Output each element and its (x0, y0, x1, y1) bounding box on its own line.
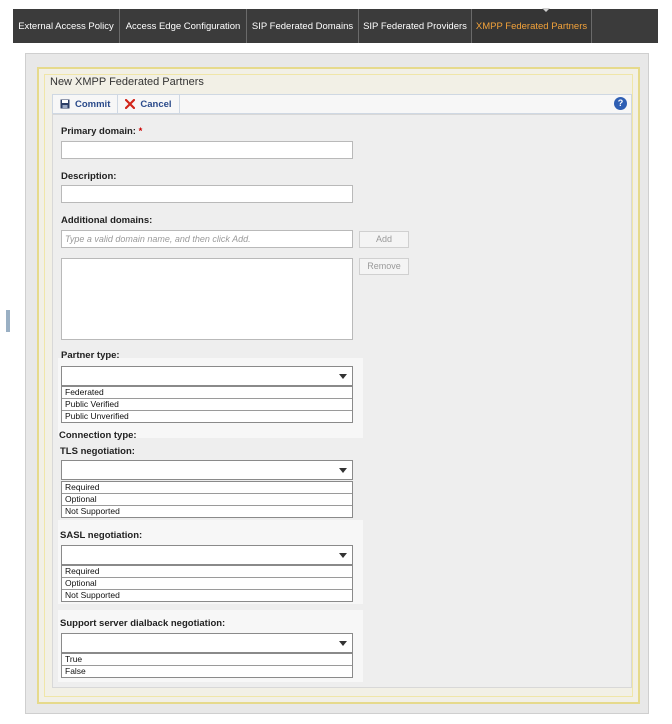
option-required[interactable]: Required (62, 566, 352, 578)
add-button[interactable]: Add (359, 231, 409, 248)
option-optional[interactable]: Optional (62, 578, 352, 590)
cancel-button[interactable] (118, 95, 179, 113)
save-icon (60, 99, 70, 109)
description-label: Description: (61, 171, 117, 182)
commit-button[interactable] (53, 95, 118, 113)
chevron-down-icon (339, 641, 347, 646)
dialback-negotiation-options (61, 653, 353, 678)
panel-title: New XMPP Federated Partners (50, 76, 204, 88)
commit-label: Commit (75, 98, 111, 110)
tab-sip-federated-providers[interactable]: SIP Federated Providers (359, 9, 472, 43)
dialback-negotiation-label: Support server dialback negotiation: (60, 618, 226, 629)
sasl-negotiation-options (61, 565, 353, 602)
partner-type-select[interactable] (61, 366, 353, 386)
sasl-negotiation-label: SASL negotiation: (60, 530, 143, 541)
tab-bar (13, 9, 658, 43)
chevron-down-icon (339, 553, 347, 558)
tab-xmpp-federated-partners[interactable]: XMPP Federated Partners (472, 9, 592, 43)
primary-domain-label: Primary domain: * (61, 126, 143, 137)
dialback-negotiation-select[interactable] (61, 633, 353, 653)
option-not-supported[interactable]: Not Supported (65, 506, 120, 516)
additional-domains-list[interactable] (61, 258, 353, 340)
additional-domains-label: Additional domains: (61, 215, 153, 226)
option-public-verified[interactable]: Public Verified (62, 399, 352, 411)
option-federated[interactable]: Federated (62, 387, 352, 399)
additional-domain-input[interactable] (61, 230, 353, 248)
active-tab-caret-icon (542, 8, 550, 12)
connection-type-label: Connection type: (59, 430, 137, 441)
splitter-handle[interactable] (6, 310, 10, 332)
required-marker: * (138, 126, 143, 137)
option-public-unverified[interactable]: Public Unverified (65, 411, 129, 421)
option-required[interactable]: Required (62, 482, 352, 494)
tls-negotiation-select[interactable] (61, 460, 353, 480)
chevron-down-icon (339, 374, 347, 379)
tab-sip-federated-domains[interactable]: SIP Federated Domains (247, 9, 359, 43)
sasl-negotiation-select[interactable] (61, 545, 353, 565)
partner-type-label: Partner type: (61, 350, 120, 361)
help-icon[interactable]: ? (614, 97, 627, 110)
chevron-down-icon (339, 468, 347, 473)
option-true[interactable]: True (62, 654, 352, 666)
remove-button[interactable]: Remove (359, 258, 409, 275)
option-not-supported[interactable]: Not Supported (65, 590, 120, 600)
tls-negotiation-label: TLS negotiation: (60, 446, 135, 457)
toolbar (52, 94, 632, 114)
tls-negotiation-options (61, 481, 353, 518)
partner-type-options (61, 386, 353, 423)
tab-access-edge-configuration[interactable]: Access Edge Configuration (120, 9, 247, 43)
tab-external-access-policy[interactable]: External Access Policy (13, 9, 120, 43)
option-optional[interactable]: Optional (62, 494, 352, 506)
description-input[interactable] (61, 185, 353, 203)
primary-domain-input[interactable] (61, 141, 353, 159)
option-false[interactable]: False (65, 666, 86, 676)
cancel-label: Cancel (140, 98, 172, 110)
close-icon (125, 99, 135, 109)
